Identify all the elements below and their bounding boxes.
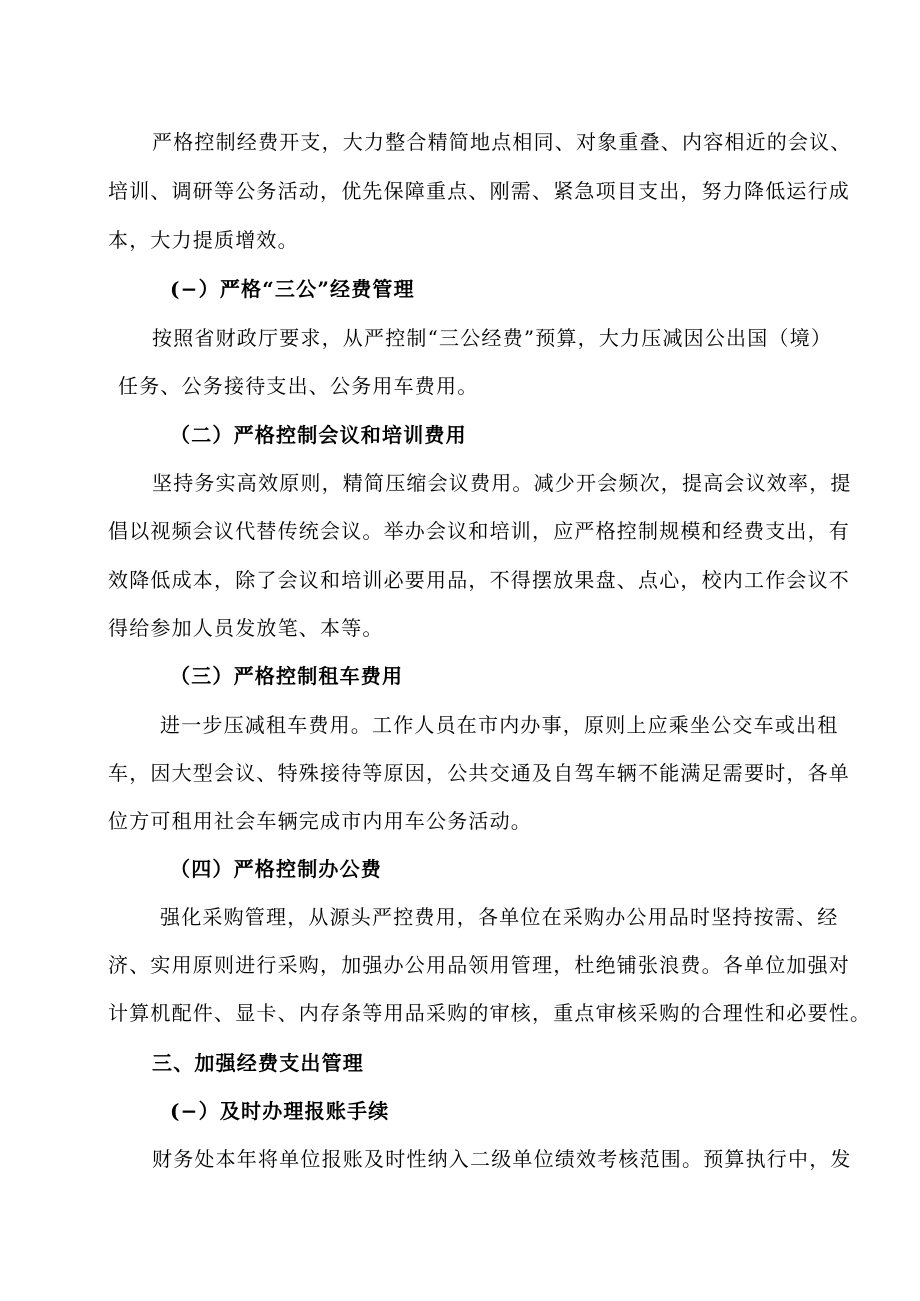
paragraph-line: 财务处本年将单位报账及时性纳入二级单位绩效考核范围。预算执行中，发	[152, 1147, 852, 1171]
paragraph-line: 严格控制经费开支，大力整合精简地点相同、对象重叠、内容相近的会议、	[152, 130, 852, 154]
paragraph-line: 任务、公务接待支出、公务用车费用。	[118, 374, 479, 398]
section-heading: (−）严格“三公”经费管理	[170, 277, 415, 301]
paragraph-line: 倡以视频会议代替传统会议。举办会议和培训，应严格控制规模和经费支出，有	[108, 519, 850, 543]
section-heading: （四）严格控制办公费	[170, 857, 382, 881]
paragraph-line: 培训、调研等公务活动，优先保障重点、刚需、紧急项目支出，努力降低运行成	[108, 179, 850, 203]
chapter-heading: 三、加强经费支出管理	[152, 1051, 364, 1075]
paragraph-line: 位方可租用社会车辆完成市内用车公务活动。	[108, 809, 532, 833]
paragraph-line: 得给参加人员发放笔、本等。	[108, 616, 384, 640]
paragraph-line: 进一步压减租车费用。工作人员在市内办事，原则上应乘坐公交车或出租	[160, 713, 839, 737]
paragraph-line: 计算机配件、显卡、内存条等用品采购的审核，重点审核采购的合理性和必要性。	[108, 1001, 872, 1025]
paragraph-line: 强化采购管理，从源头严控费用，各单位在采购办公用品时坚持按需、经	[160, 905, 839, 929]
paragraph-line: 本，大力提质增效。	[108, 228, 299, 252]
section-heading: （二）严格控制会议和培训费用	[170, 423, 467, 447]
paragraph-line: 坚持务实高效原则，精简压缩会议费用。减少开会频次，提高会议效率，提	[152, 471, 852, 495]
section-heading: （三）严格控制租车费用	[170, 664, 404, 688]
paragraph-line: 车，因大型会议、特殊接待等原因，公共交通及自驾车辆不能满足需要时，各单	[108, 761, 850, 785]
paragraph-line: 按照省财政厅要求，从严控制“三公经费”预算，大力压减因公出国（境）	[152, 326, 833, 350]
paragraph-line: 济、实用原则进行采购，加强办公用品领用管理，杜绝铺张浪费。各单位加强对	[108, 953, 850, 977]
section-heading: (−）及时办理报账手续	[170, 1099, 390, 1123]
paragraph-line: 效降低成本，除了会议和培训必要用品，不得摆放果盘、点心，校内工作会议不	[108, 568, 850, 592]
